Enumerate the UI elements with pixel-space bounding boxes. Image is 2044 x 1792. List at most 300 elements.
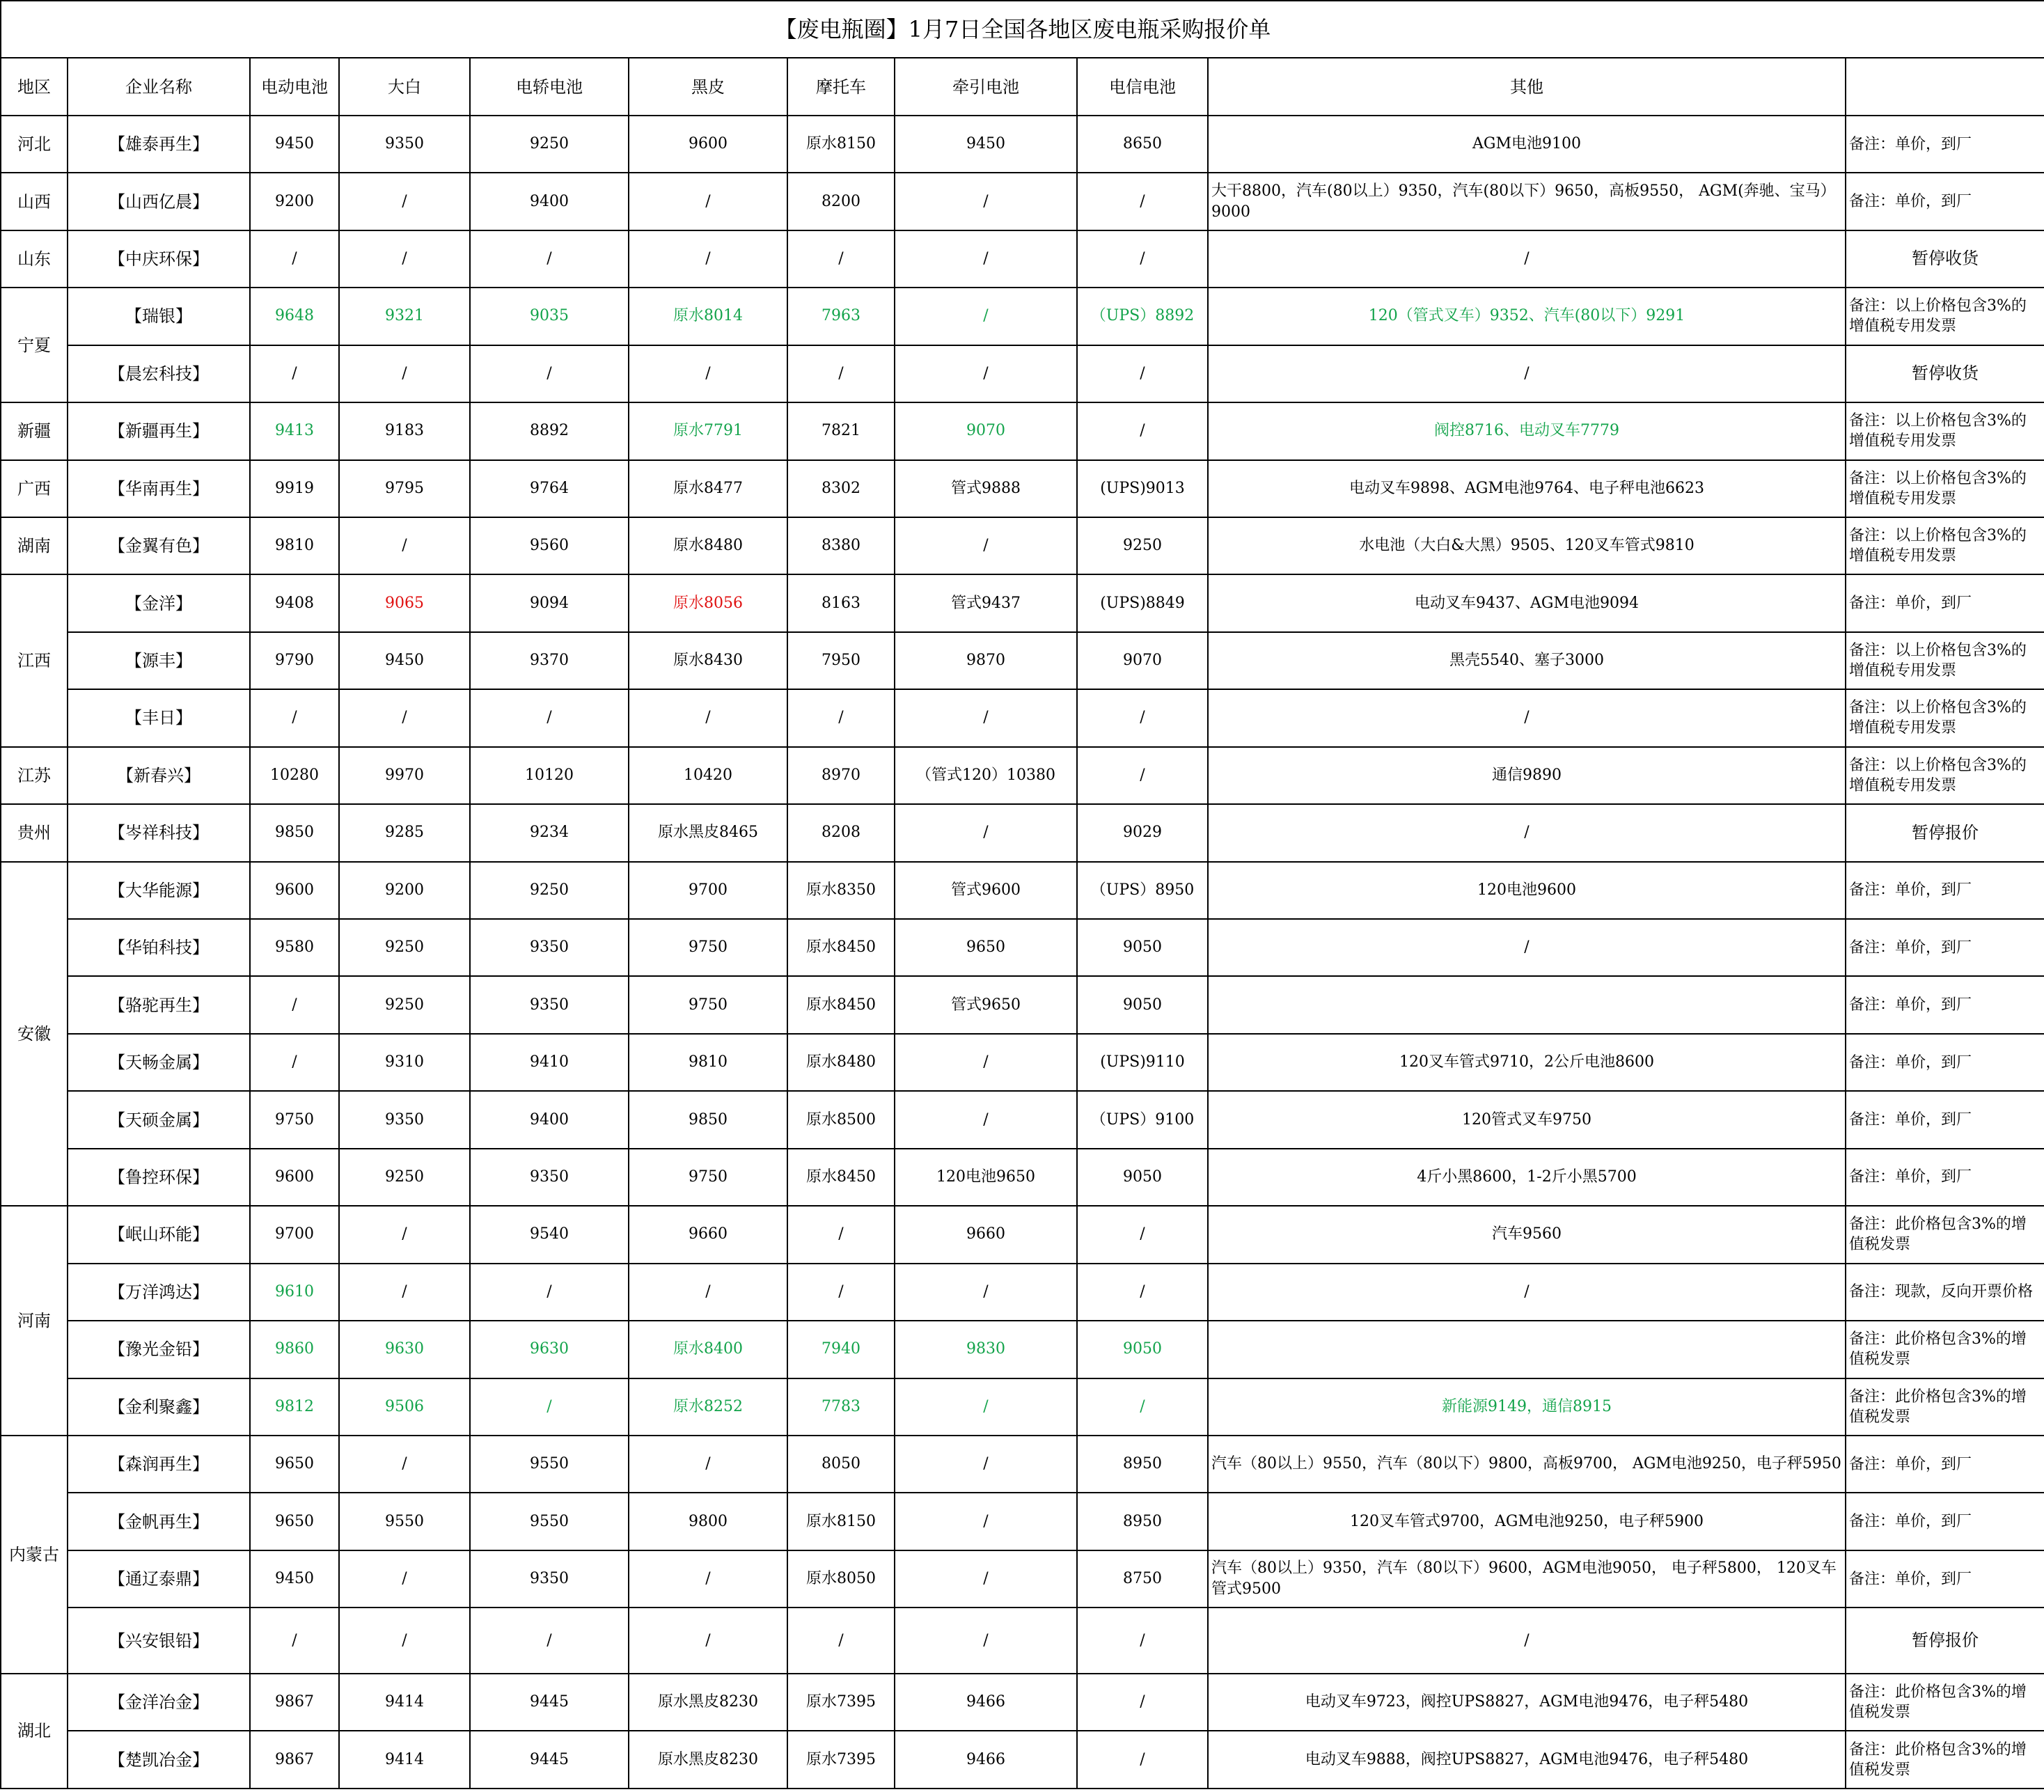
price-traction: 9870	[895, 632, 1077, 689]
price-moto: 原水8050	[787, 1550, 895, 1608]
company-name: 【万洋鸿达】	[68, 1264, 250, 1321]
company-name: 【金翼有色】	[68, 517, 250, 574]
price-telecom: 8750	[1077, 1550, 1208, 1608]
price-ev: 9750	[250, 1091, 339, 1148]
table-row	[1, 116, 2044, 173]
other-prices: /	[1208, 1264, 1846, 1321]
price-dabai: 9285	[339, 804, 470, 861]
note-cell: 备注：此价格包含3%的增值税发票	[1846, 1321, 2044, 1378]
price-traction: /	[895, 173, 1077, 230]
price-telecom: 9050	[1077, 919, 1208, 976]
price-traction: /	[895, 288, 1077, 345]
price-ev: 9860	[250, 1321, 339, 1378]
price-traction: /	[895, 345, 1077, 402]
other-prices: 新能源9149，通信8915	[1208, 1378, 1846, 1436]
region-cell: 新疆	[1, 402, 68, 459]
price-telecom: /	[1077, 1731, 1208, 1789]
price-car: 9250	[470, 862, 629, 919]
company-name: 【雄泰再生】	[68, 116, 250, 173]
price-dabai: /	[339, 173, 470, 230]
price-traction: 9650	[895, 919, 1077, 976]
other-prices: 120叉车管式9700，AGM电池9250，电子秤5900	[1208, 1493, 1846, 1550]
table-row	[1, 574, 2044, 631]
other-prices: 水电池（大白&大黑）9505、120叉车管式9810	[1208, 517, 1846, 574]
price-heipi: /	[629, 1264, 787, 1321]
price-dabai: 9414	[339, 1731, 470, 1789]
price-traction: 管式9600	[895, 862, 1077, 919]
price-moto: 7940	[787, 1321, 895, 1378]
company-name: 【新疆再生】	[68, 402, 250, 459]
price-ev: /	[250, 689, 339, 746]
header-car-battery: 电轿电池	[470, 58, 629, 115]
price-moto: 原水8150	[787, 1493, 895, 1550]
table-row	[1, 632, 2044, 689]
price-telecom: /	[1077, 1674, 1208, 1731]
table-row	[1, 517, 2044, 574]
company-name: 【岷山环能】	[68, 1206, 250, 1263]
price-dabai: 9630	[339, 1321, 470, 1378]
company-name: 【豫光金铅】	[68, 1321, 250, 1378]
price-ev: 9867	[250, 1731, 339, 1789]
company-name: 【鲁控环保】	[68, 1149, 250, 1206]
price-telecom: 9029	[1077, 804, 1208, 861]
price-car: /	[470, 230, 629, 288]
table-row	[1, 402, 2044, 459]
price-moto: 7821	[787, 402, 895, 459]
company-name: 【金帆再生】	[68, 1493, 250, 1550]
other-prices: /	[1208, 345, 1846, 402]
price-traction: 9830	[895, 1321, 1077, 1378]
price-telecom: 9250	[1077, 517, 1208, 574]
price-dabai: 9795	[339, 460, 470, 517]
price-dabai: /	[339, 1550, 470, 1608]
price-heipi: 9750	[629, 1149, 787, 1206]
price-ev: /	[250, 1608, 339, 1674]
price-telecom: /	[1077, 1608, 1208, 1674]
price-ev: 9600	[250, 862, 339, 919]
table-row	[1, 747, 2044, 804]
header-telecom-battery: 电信电池	[1077, 58, 1208, 115]
price-dabai: 9970	[339, 747, 470, 804]
price-moto: /	[787, 1206, 895, 1263]
header-note	[1846, 58, 2044, 115]
price-traction: /	[895, 1264, 1077, 1321]
price-car: 9550	[470, 1436, 629, 1493]
price-telecom: /	[1077, 1378, 1208, 1436]
note-cell: 备注：此价格包含3%的增值税发票	[1846, 1206, 2044, 1263]
price-heipi: /	[629, 689, 787, 746]
table-row	[1, 804, 2044, 861]
other-prices	[1208, 976, 1846, 1033]
price-traction: /	[895, 517, 1077, 574]
company-name: 【晨宏科技】	[68, 345, 250, 402]
note-cell: 暂停收货	[1846, 230, 2044, 288]
price-heipi: 原水8400	[629, 1321, 787, 1378]
price-ev: 9580	[250, 919, 339, 976]
price-heipi: 原水黑皮8230	[629, 1674, 787, 1731]
price-heipi: /	[629, 1436, 787, 1493]
note-cell: 备注：单价，到厂	[1846, 574, 2044, 631]
price-ev: 9650	[250, 1493, 339, 1550]
price-moto: 7950	[787, 632, 895, 689]
price-heipi: 10420	[629, 747, 787, 804]
price-dabai: /	[339, 345, 470, 402]
note-cell: 备注：以上价格包含3%的增值税专用发票	[1846, 460, 2044, 517]
price-moto: 原水8480	[787, 1034, 895, 1091]
price-heipi: 原水8252	[629, 1378, 787, 1436]
price-traction: 9466	[895, 1674, 1077, 1731]
other-prices: /	[1208, 919, 1846, 976]
price-traction: （管式120）10380	[895, 747, 1077, 804]
price-car: 9370	[470, 632, 629, 689]
other-prices: 阀控8716、电动叉车7779	[1208, 402, 1846, 459]
price-traction: 9450	[895, 116, 1077, 173]
price-moto: /	[787, 230, 895, 288]
region-cell: 贵州	[1, 804, 68, 861]
other-prices: 电动叉车9888，阀控UPS8827，AGM电池9476，电子秤5480	[1208, 1731, 1846, 1789]
note-cell: 备注：此价格包含3%的增值税发票	[1846, 1674, 2044, 1731]
price-telecom: /	[1077, 402, 1208, 459]
price-ev: 9610	[250, 1264, 339, 1321]
price-dabai: 9310	[339, 1034, 470, 1091]
company-name: 【金利聚鑫】	[68, 1378, 250, 1436]
price-moto: 8050	[787, 1436, 895, 1493]
price-telecom: /	[1077, 1206, 1208, 1263]
price-ev: 9408	[250, 574, 339, 631]
note-cell: 备注：单价，到厂	[1846, 116, 2044, 173]
price-car: 9764	[470, 460, 629, 517]
price-moto: 8163	[787, 574, 895, 631]
price-telecom: 9070	[1077, 632, 1208, 689]
region-cell: 宁夏	[1, 288, 68, 402]
other-prices: 4斤小黑8600，1-2斤小黑5700	[1208, 1149, 1846, 1206]
table-row	[1, 976, 2044, 1033]
price-traction: /	[895, 1378, 1077, 1436]
price-telecom: 8650	[1077, 116, 1208, 173]
price-telecom: 9050	[1077, 976, 1208, 1033]
price-moto: 原水8450	[787, 1149, 895, 1206]
company-name: 【源丰】	[68, 632, 250, 689]
company-name: 【骆驼再生】	[68, 976, 250, 1033]
price-car: 10120	[470, 747, 629, 804]
price-car: 9350	[470, 1149, 629, 1206]
price-car: 9560	[470, 517, 629, 574]
price-heipi: 9600	[629, 116, 787, 173]
price-ev: 9650	[250, 1436, 339, 1493]
company-name: 【中庆环保】	[68, 230, 250, 288]
price-car: /	[470, 1608, 629, 1674]
price-telecom: /	[1077, 230, 1208, 288]
price-car: 9550	[470, 1493, 629, 1550]
company-name: 【天畅金属】	[68, 1034, 250, 1091]
company-name: 【华南再生】	[68, 460, 250, 517]
price-moto: /	[787, 689, 895, 746]
price-dabai: 9350	[339, 116, 470, 173]
price-car: 9234	[470, 804, 629, 861]
header-heipi: 黑皮	[629, 58, 787, 115]
company-name: 【大华能源】	[68, 862, 250, 919]
price-heipi: 原水8477	[629, 460, 787, 517]
other-prices: /	[1208, 230, 1846, 288]
price-traction: /	[895, 1493, 1077, 1550]
region-cell: 广西	[1, 460, 68, 517]
price-ev: 9810	[250, 517, 339, 574]
price-moto: 8302	[787, 460, 895, 517]
price-car: 9350	[470, 919, 629, 976]
price-moto: /	[787, 1264, 895, 1321]
price-traction: 管式9888	[895, 460, 1077, 517]
other-prices: /	[1208, 804, 1846, 861]
table-row	[1, 1674, 2044, 1731]
company-name: 【金洋冶金】	[68, 1674, 250, 1731]
sheet-title: 【废电瓶圈】1月7日全国各地区废电瓶采购报价单	[1, 1, 2044, 58]
company-name: 【瑞银】	[68, 288, 250, 345]
company-name: 【丰日】	[68, 689, 250, 746]
price-moto: 8208	[787, 804, 895, 861]
note-cell: 备注：单价，到厂	[1846, 862, 2044, 919]
price-traction: /	[895, 689, 1077, 746]
price-traction: 管式9650	[895, 976, 1077, 1033]
price-telecom: 8950	[1077, 1493, 1208, 1550]
price-moto: 8380	[787, 517, 895, 574]
price-heipi: 原水8014	[629, 288, 787, 345]
price-car: 9410	[470, 1034, 629, 1091]
region-cell: 江苏	[1, 747, 68, 804]
company-name: 【金洋】	[68, 574, 250, 631]
price-telecom: (UPS)8849	[1077, 574, 1208, 631]
price-telecom: 8950	[1077, 1436, 1208, 1493]
price-car: 9250	[470, 116, 629, 173]
table-row	[1, 460, 2044, 517]
price-ev: 9648	[250, 288, 339, 345]
note-cell: 备注：以上价格包含3%的增值税专用发票	[1846, 632, 2044, 689]
region-cell: 安徽	[1, 862, 68, 1207]
price-traction: 管式9437	[895, 574, 1077, 631]
price-dabai: 9450	[339, 632, 470, 689]
price-heipi: 9810	[629, 1034, 787, 1091]
table-row	[1, 1149, 2044, 1206]
price-telecom: 9050	[1077, 1149, 1208, 1206]
note-cell: 备注：此价格包含3%的增值税发票	[1846, 1378, 2044, 1436]
company-name: 【华铂科技】	[68, 919, 250, 976]
other-prices: /	[1208, 1608, 1846, 1674]
price-ev: /	[250, 230, 339, 288]
price-traction: /	[895, 1550, 1077, 1608]
price-ev: 10280	[250, 747, 339, 804]
company-name: 【新春兴】	[68, 747, 250, 804]
price-telecom: /	[1077, 345, 1208, 402]
note-cell: 暂停报价	[1846, 804, 2044, 861]
price-traction: /	[895, 1436, 1077, 1493]
table-row	[1, 1550, 2044, 1608]
header-other: 其他	[1208, 58, 1846, 115]
company-name: 【兴安银铅】	[68, 1608, 250, 1674]
note-cell: 备注：单价，到厂	[1846, 1091, 2044, 1148]
note-cell: 备注：以上价格包含3%的增值税专用发票	[1846, 689, 2044, 746]
price-ev: 9450	[250, 1550, 339, 1608]
price-moto: 8200	[787, 173, 895, 230]
price-telecom: （UPS）8892	[1077, 288, 1208, 345]
price-telecom: /	[1077, 689, 1208, 746]
company-name: 【天硕金属】	[68, 1091, 250, 1148]
price-traction: /	[895, 1091, 1077, 1148]
price-car: 9630	[470, 1321, 629, 1378]
header-motorcycle: 摩托车	[787, 58, 895, 115]
region-cell: 湖北	[1, 1674, 68, 1789]
price-dabai: 9250	[339, 976, 470, 1033]
header-dabai: 大白	[339, 58, 470, 115]
price-heipi: 9750	[629, 976, 787, 1033]
company-name: 【通辽泰鼎】	[68, 1550, 250, 1608]
table-row	[1, 1378, 2044, 1436]
note-cell: 备注：单价，到厂	[1846, 173, 2044, 230]
region-cell: 山东	[1, 230, 68, 288]
price-traction: 9070	[895, 402, 1077, 459]
region-cell: 湖南	[1, 517, 68, 574]
price-car: 8892	[470, 402, 629, 459]
note-cell: 备注：单价，到厂	[1846, 1149, 2044, 1206]
table-row	[1, 1731, 2044, 1789]
price-moto: 原水7395	[787, 1731, 895, 1789]
price-heipi: 9850	[629, 1091, 787, 1148]
other-prices: 120（管式叉车）9352、汽车(80以下）9291	[1208, 288, 1846, 345]
price-dabai: /	[339, 1206, 470, 1263]
price-heipi: /	[629, 1608, 787, 1674]
price-dabai: 9414	[339, 1674, 470, 1731]
price-ev: 9850	[250, 804, 339, 861]
price-traction: /	[895, 1034, 1077, 1091]
price-telecom: (UPS)9110	[1077, 1034, 1208, 1091]
price-ev: 9200	[250, 173, 339, 230]
note-cell: 暂停报价	[1846, 1608, 2044, 1674]
table-row	[1, 1264, 2044, 1321]
company-name: 【岑祥科技】	[68, 804, 250, 861]
price-ev: 9450	[250, 116, 339, 173]
price-telecom: （UPS）9100	[1077, 1091, 1208, 1148]
region-cell: 河北	[1, 116, 68, 173]
price-heipi: 9660	[629, 1206, 787, 1263]
price-car: /	[470, 1264, 629, 1321]
price-moto: /	[787, 345, 895, 402]
price-traction: 9660	[895, 1206, 1077, 1263]
price-heipi: 原水8480	[629, 517, 787, 574]
price-traction: 9466	[895, 1731, 1077, 1789]
price-car: 9094	[470, 574, 629, 631]
price-dabai: /	[339, 1608, 470, 1674]
price-ev: 9700	[250, 1206, 339, 1263]
table-row	[1, 1034, 2044, 1091]
price-telecom: /	[1077, 747, 1208, 804]
note-cell: 备注：单价，到厂	[1846, 1436, 2044, 1493]
price-dabai: 9065	[339, 574, 470, 631]
region-cell: 江西	[1, 574, 68, 746]
price-heipi: /	[629, 1550, 787, 1608]
price-dabai: 9506	[339, 1378, 470, 1436]
price-ev: 9812	[250, 1378, 339, 1436]
price-dabai: /	[339, 1436, 470, 1493]
other-prices: 电动叉车9898、AGM电池9764、电子秤电池6623	[1208, 460, 1846, 517]
price-dabai: /	[339, 689, 470, 746]
table-row	[1, 1436, 2044, 1493]
price-dabai: 9200	[339, 862, 470, 919]
price-car: /	[470, 345, 629, 402]
price-telecom: 9050	[1077, 1321, 1208, 1378]
other-prices: 大干8800，汽车(80以上）9350，汽车(80以下）9650，高板9550， AGM(奔驰、宝马）9000	[1208, 173, 1846, 230]
price-heipi: 原水8056	[629, 574, 787, 631]
price-car: 9445	[470, 1731, 629, 1789]
region-cell: 内蒙古	[1, 1436, 68, 1674]
price-dabai: 9321	[339, 288, 470, 345]
note-cell: 备注：单价，到厂	[1846, 919, 2044, 976]
price-ev: 9919	[250, 460, 339, 517]
note-cell: 备注：单价，到厂	[1846, 976, 2044, 1033]
price-heipi: 9750	[629, 919, 787, 976]
price-dabai: 9250	[339, 1149, 470, 1206]
price-traction: /	[895, 1608, 1077, 1674]
other-prices: 电动叉车9437、AGM电池9094	[1208, 574, 1846, 631]
price-moto: 原水8350	[787, 862, 895, 919]
price-car: 9400	[470, 1091, 629, 1148]
price-ev: /	[250, 345, 339, 402]
price-dabai: 9250	[339, 919, 470, 976]
price-ev: /	[250, 976, 339, 1033]
company-name: 【楚凯冶金】	[68, 1731, 250, 1789]
price-moto: 原水7395	[787, 1674, 895, 1731]
price-heipi: 原水7791	[629, 402, 787, 459]
table-row	[1, 919, 2044, 976]
price-car: 9445	[470, 1674, 629, 1731]
price-dabai: /	[339, 517, 470, 574]
price-car: 9400	[470, 173, 629, 230]
price-car: /	[470, 689, 629, 746]
price-dabai: 9550	[339, 1493, 470, 1550]
price-dabai: /	[339, 230, 470, 288]
table-row	[1, 1321, 2044, 1378]
table-row	[1, 1608, 2044, 1674]
price-traction: /	[895, 804, 1077, 861]
other-prices: 120叉车管式9710，2公斤电池8600	[1208, 1034, 1846, 1091]
table-row	[1, 689, 2044, 746]
price-heipi: /	[629, 345, 787, 402]
note-cell: 备注：单价，到厂	[1846, 1493, 2044, 1550]
company-name: 【森润再生】	[68, 1436, 250, 1493]
note-cell: 备注：以上价格包含3%的增值税专用发票	[1846, 402, 2044, 459]
header-traction-battery: 牵引电池	[895, 58, 1077, 115]
table-row	[1, 1091, 2044, 1148]
price-heipi: 9700	[629, 862, 787, 919]
other-prices: 通信9890	[1208, 747, 1846, 804]
price-moto: 原水8150	[787, 116, 895, 173]
price-telecom: (UPS)9013	[1077, 460, 1208, 517]
table-row	[1, 1493, 2044, 1550]
note-cell: 备注：以上价格包含3%的增值税专用发票	[1846, 747, 2044, 804]
price-moto: 7963	[787, 288, 895, 345]
price-telecom: /	[1077, 173, 1208, 230]
price-car: 9540	[470, 1206, 629, 1263]
price-heipi: 原水黑皮8465	[629, 804, 787, 861]
price-moto: 原水8450	[787, 919, 895, 976]
price-heipi: 原水8430	[629, 632, 787, 689]
price-traction: 120电池9650	[895, 1149, 1077, 1206]
other-prices: AGM电池9100	[1208, 116, 1846, 173]
price-car: /	[470, 1378, 629, 1436]
price-ev: 9867	[250, 1674, 339, 1731]
note-cell: 备注：单价，到厂	[1846, 1550, 2044, 1608]
price-ev: 9413	[250, 402, 339, 459]
price-moto: 原水8450	[787, 976, 895, 1033]
price-car: 9035	[470, 288, 629, 345]
header-region: 地区	[1, 58, 68, 115]
